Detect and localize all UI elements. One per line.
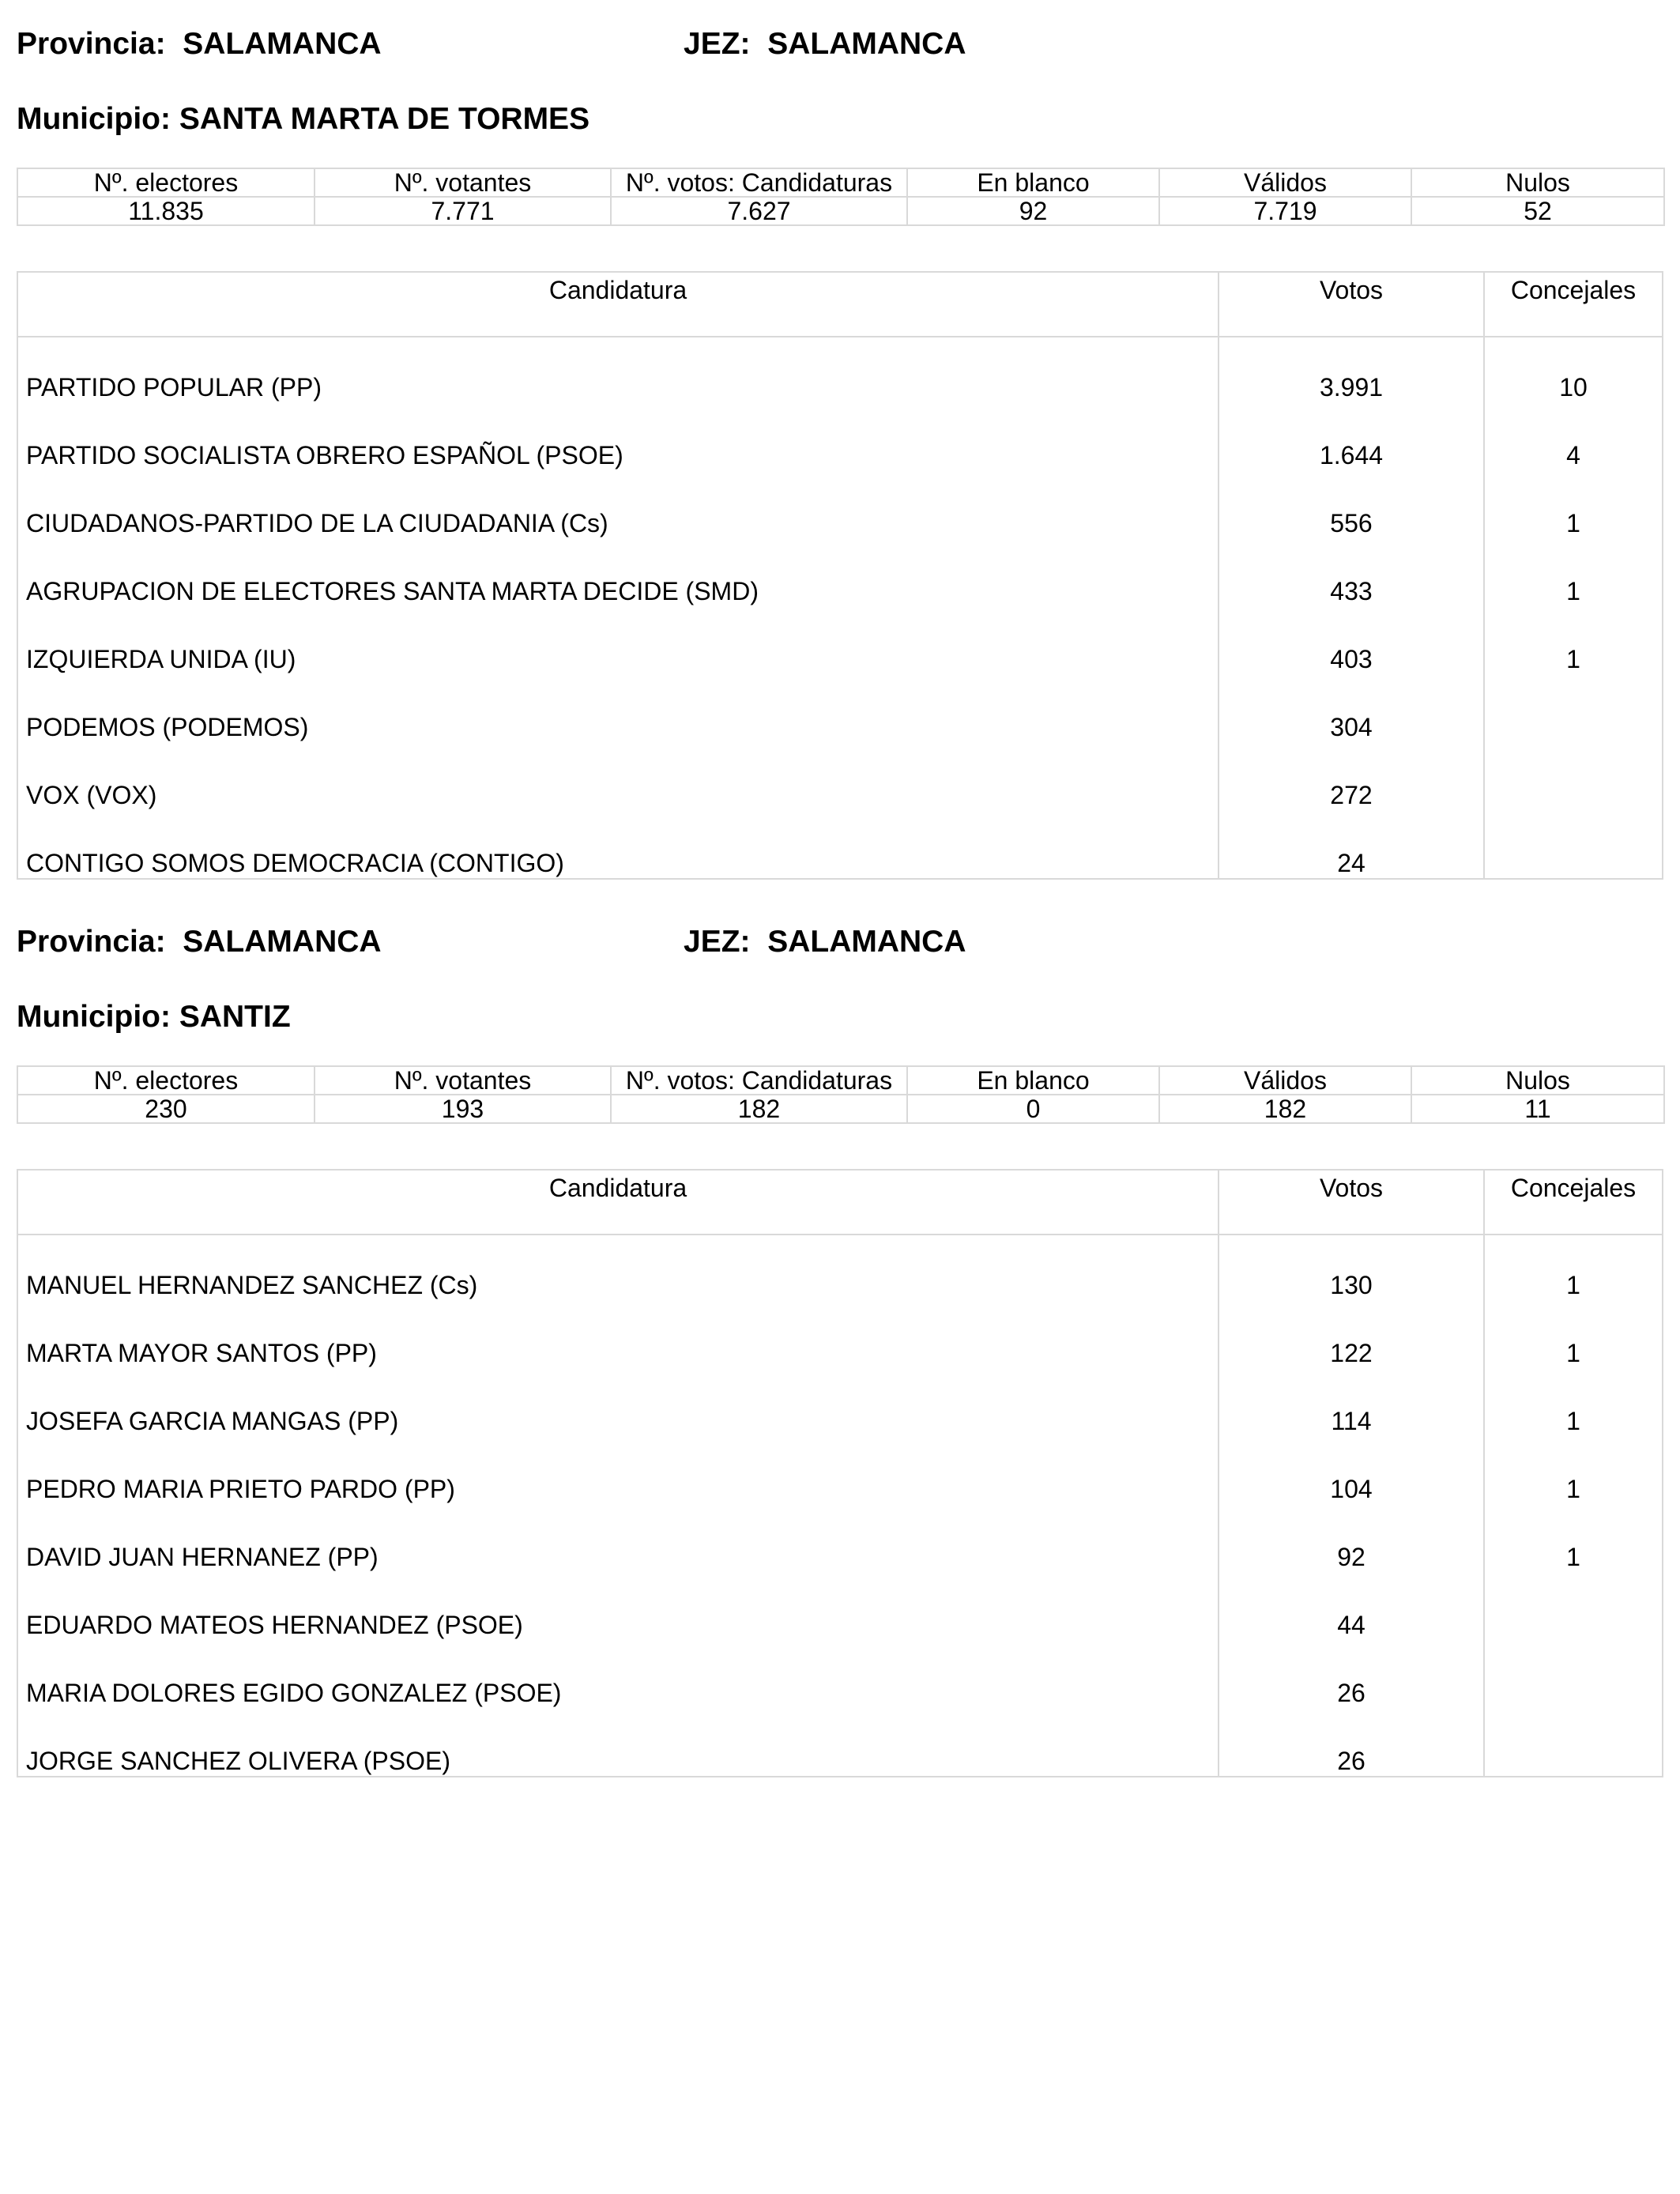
candidate-concejales: 1	[1566, 577, 1580, 605]
stat-header: Nº. electores	[17, 168, 315, 197]
candidate-votes: 304	[1330, 713, 1373, 741]
jez-value: SALAMANCA	[767, 27, 966, 61]
stat-value: 182	[1159, 1095, 1411, 1123]
votos-header: Votos	[1219, 1171, 1485, 1234]
provincia-label: Provincia:	[17, 27, 166, 61]
results-table	[17, 271, 1663, 880]
stat-header: Nº. electores	[17, 1066, 315, 1095]
candidate-votes: 44	[1337, 1611, 1365, 1639]
candidatura-header: Candidatura	[18, 1171, 1219, 1234]
candidate-votes: 130	[1330, 1271, 1373, 1299]
provincia-label: Provincia:	[17, 925, 166, 959]
candidate-concejales: 10	[1559, 373, 1588, 401]
candidatura-header: Candidatura	[18, 273, 1219, 336]
candidate-concejales: 1	[1566, 1271, 1580, 1299]
jez-label: JEZ:	[684, 27, 751, 61]
provincia-heading	[17, 926, 382, 958]
stat-value: 92	[907, 197, 1159, 225]
municipio-heading	[17, 104, 590, 135]
candidate-concejales	[1485, 1591, 1662, 1650]
municipio-value: SANTIZ	[179, 1000, 291, 1034]
summary-header-row	[17, 168, 1664, 197]
stat-header: Válidos	[1159, 168, 1411, 197]
candidate-concejales: 1	[1566, 1407, 1580, 1435]
concejales-header: Concejales	[1510, 276, 1637, 304]
votos-column	[1219, 337, 1485, 880]
candidate-name: CONTIGO SOMOS DEMOCRACIA (CONTIGO)	[26, 849, 564, 877]
candidate-concejales: 1	[1566, 645, 1580, 673]
candidate-name: DAVID JUAN HERNANEZ (PP)	[26, 1543, 379, 1571]
results-body	[18, 337, 1662, 880]
candidate-votes: 3.991	[1319, 373, 1384, 401]
candidate-concejales: 1	[1566, 1543, 1580, 1571]
stat-header: Nulos	[1411, 1066, 1664, 1095]
candidatura-column	[18, 1235, 1219, 1777]
candidate-name: MARTA MAYOR SANTOS (PP)	[26, 1339, 377, 1367]
municipality-section	[17, 0, 1663, 885]
candidate-votes: 26	[1337, 1747, 1365, 1775]
summary-table	[17, 168, 1665, 226]
candidate-concejales: 4	[1566, 441, 1580, 469]
results-header-row	[18, 273, 1662, 337]
candidate-name: VOX (VOX)	[26, 781, 157, 809]
concejales-header: Concejales	[1510, 1174, 1637, 1202]
stat-header: Nº. votos: Candidaturas	[611, 168, 907, 197]
stat-value: 7.771	[315, 197, 611, 225]
summary-table	[17, 1065, 1665, 1124]
candidate-votes: 92	[1337, 1543, 1365, 1571]
stat-value: 182	[611, 1095, 907, 1123]
candidate-concejales	[1485, 693, 1662, 752]
candidate-votes: 104	[1330, 1475, 1373, 1503]
stat-header: Nulos	[1411, 168, 1664, 197]
votos-column	[1219, 1235, 1485, 1777]
stat-header: Válidos	[1159, 1066, 1411, 1095]
municipio-heading	[17, 1001, 291, 1033]
stat-header: Nº. votos: Candidaturas	[611, 1066, 907, 1095]
provincia-value: SALAMANCA	[183, 27, 382, 61]
candidate-name: PEDRO MARIA PRIETO PARDO (PP)	[26, 1475, 455, 1503]
jez-heading	[684, 926, 966, 958]
candidate-concejales: 1	[1566, 1339, 1580, 1367]
municipality-section	[17, 898, 1663, 1783]
candidate-votes: 556	[1330, 509, 1373, 537]
candidate-concejales	[1485, 1710, 1662, 1770]
candidate-votes: 272	[1330, 781, 1373, 809]
stat-value: 52	[1411, 197, 1664, 225]
concejales-column	[1485, 337, 1662, 880]
candidate-votes: 24	[1337, 849, 1365, 877]
stat-value: 7.719	[1159, 197, 1411, 225]
results-header-row	[18, 1171, 1662, 1235]
stat-value: 193	[315, 1095, 611, 1123]
candidate-name: JOSEFA GARCIA MANGAS (PP)	[26, 1407, 399, 1435]
candidate-name: CIUDADANOS-PARTIDO DE LA CIUDADANIA (Cs)	[26, 509, 608, 537]
candidate-votes: 26	[1337, 1679, 1365, 1707]
provincia-heading	[17, 28, 382, 60]
candidate-concejales	[1485, 752, 1662, 812]
candidate-votes: 433	[1330, 577, 1373, 605]
stat-header: En blanco	[907, 168, 1159, 197]
candidate-name: EDUARDO MATEOS HERNANDEZ (PSOE)	[26, 1611, 523, 1639]
candidate-name: AGRUPACION DE ELECTORES SANTA MARTA DECIDE (SMD)	[26, 577, 759, 605]
candidate-name: IZQUIERDA UNIDA (IU)	[26, 645, 296, 673]
jez-label: JEZ:	[684, 925, 751, 959]
summary-header-row	[17, 1066, 1664, 1095]
stat-header: En blanco	[907, 1066, 1159, 1095]
stat-header: Nº. votantes	[315, 1066, 611, 1095]
municipio-label: Municipio:	[17, 1000, 171, 1034]
stat-value: 7.627	[611, 197, 907, 225]
provincia-value: SALAMANCA	[183, 925, 382, 959]
candidate-name: MANUEL HERNANDEZ SANCHEZ (Cs)	[26, 1271, 478, 1299]
stat-value: 11	[1411, 1095, 1664, 1123]
candidate-name: PARTIDO POPULAR (PP)	[26, 373, 322, 401]
candidate-concejales: 1	[1566, 1475, 1580, 1503]
stat-value: 230	[17, 1095, 315, 1123]
candidate-name: MARIA DOLORES EGIDO GONZALEZ (PSOE)	[26, 1679, 562, 1707]
jez-heading	[684, 28, 966, 60]
candidate-name: JORGE SANCHEZ OLIVERA (PSOE)	[26, 1747, 450, 1775]
candidate-name: PODEMOS (PODEMOS)	[26, 713, 309, 741]
candidate-votes: 1.644	[1319, 441, 1384, 469]
municipio-label: Municipio:	[17, 102, 171, 136]
summary-value-row	[17, 197, 1664, 225]
stat-value: 11.835	[17, 197, 315, 225]
candidate-name: PARTIDO SOCIALISTA OBRERO ESPAÑOL (PSOE)	[26, 441, 623, 469]
candidate-concejales: 1	[1566, 509, 1580, 537]
results-table	[17, 1169, 1663, 1777]
summary-value-row	[17, 1095, 1664, 1123]
candidate-votes: 114	[1331, 1407, 1372, 1435]
stat-header: Nº. votantes	[315, 168, 611, 197]
municipio-value: SANTA MARTA DE TORMES	[179, 102, 590, 136]
candidate-concejales	[1485, 1650, 1662, 1710]
candidate-concejales	[1485, 812, 1662, 872]
candidatura-column	[18, 337, 1219, 880]
candidate-votes: 122	[1330, 1339, 1373, 1367]
votos-header: Votos	[1219, 273, 1485, 336]
stat-value: 0	[907, 1095, 1159, 1123]
results-body	[18, 1235, 1662, 1777]
jez-value: SALAMANCA	[767, 925, 966, 959]
concejales-column	[1485, 1235, 1662, 1777]
candidate-votes: 403	[1330, 645, 1373, 673]
